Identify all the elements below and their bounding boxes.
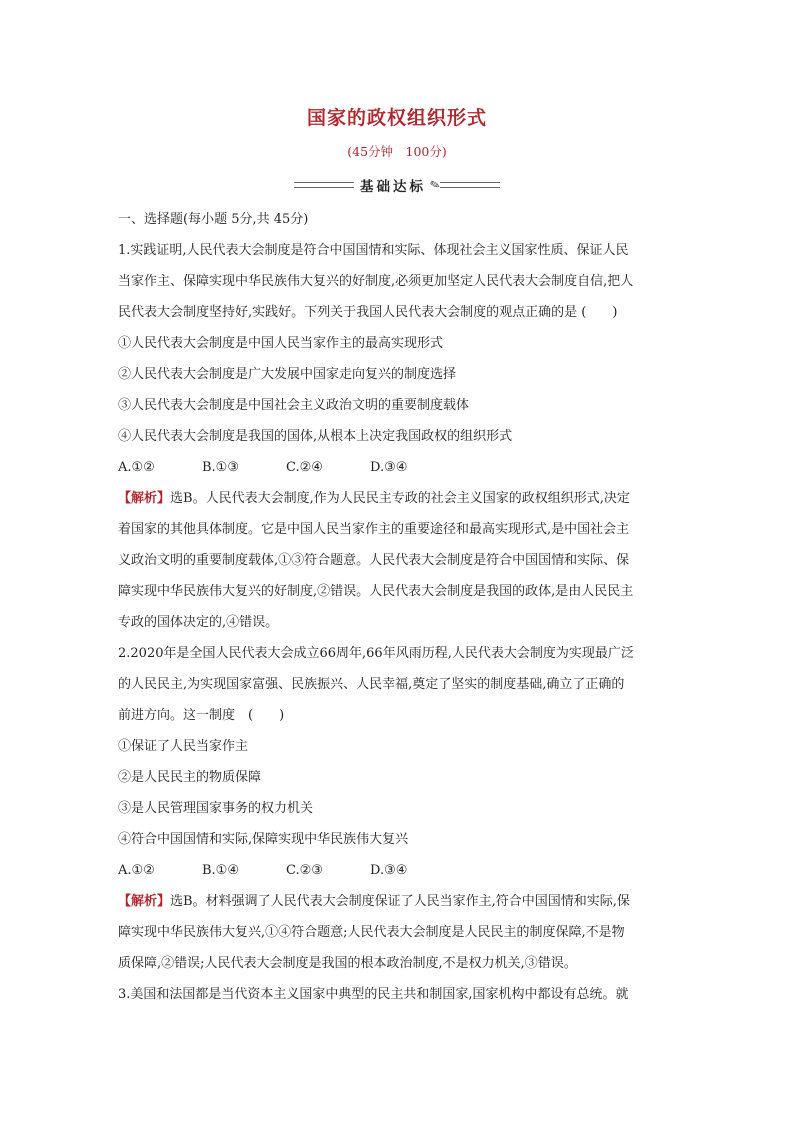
question-2 bbox=[118, 638, 676, 979]
statement-item: ④符合中国国情和实际,保障实现中华民族伟大复兴 bbox=[118, 832, 409, 847]
banner-text: 基础达标 bbox=[359, 179, 426, 195]
option-c: C.②④ bbox=[286, 460, 323, 475]
analysis-tag: 【解析】 bbox=[118, 491, 171, 506]
question-3 bbox=[118, 979, 676, 1010]
answer-options bbox=[118, 855, 676, 886]
analysis-line: 质保障,②错误;人民代表大会制度是我国的根本政治制度,不是权力机关,③错误。 bbox=[118, 956, 577, 971]
pencil-icon: ✎ bbox=[428, 176, 442, 194]
statement-item: ②人民代表大会制度是广大发展中国家走向复兴的制度选择 bbox=[118, 367, 457, 382]
analysis-block bbox=[118, 483, 676, 638]
question-stem-line: 2.2020年是全国人民代表大会成立66周年,66年风雨历程,人民代表大会制度为实现最广泛 bbox=[118, 646, 634, 661]
question-stem-line: 当家作主、保障实现中华民族伟大复兴的好制度,必须更加坚定人民代表大会制度自信,把人 bbox=[118, 274, 634, 289]
option-d: D.③④ bbox=[370, 460, 408, 475]
analysis-line: 义政治文明的重要制度载体,①③符合题意。人民代表大会制度是符合中国国情和实际、保 bbox=[118, 553, 630, 568]
analysis-tag: 【解析】 bbox=[118, 894, 171, 909]
analysis-block bbox=[118, 886, 676, 979]
question-stem-line: 的人民民主,为实现国家富强、民族振兴、人民幸福,奠定了坚实的制度基础,确立了正确的 bbox=[118, 677, 625, 692]
analysis-text: 选B。人民代表大会制度,作为人民民主专政的社会主义国家的政权组织形式,决定 bbox=[170, 491, 630, 506]
section-heading: 一、选择题(每小题 5分,共 45分) bbox=[118, 212, 309, 227]
statement-item: ③人民代表大会制度是中国社会主义政治文明的重要制度载体 bbox=[118, 398, 470, 413]
statement-item: ①人民代表大会制度是中国人民当家作主的最高实现形式 bbox=[118, 336, 444, 351]
section-banner bbox=[118, 174, 676, 196]
analysis-line bbox=[118, 886, 676, 917]
statement-item: ④人民代表大会制度是我国的国体,从根本上决定我国政权的组织形式 bbox=[118, 429, 513, 444]
question-stem-line: 1.实践证明,人民代表大会制度是符合中国国情和实际、体现社会主义国家性质、保证人民 bbox=[118, 243, 629, 258]
banner-right-rule bbox=[440, 182, 500, 188]
option-d: D.③④ bbox=[370, 863, 408, 878]
statement-item: ①保证了人民当家作主 bbox=[118, 739, 249, 754]
time-score-note: (45分钟 100分) bbox=[347, 144, 447, 159]
analysis-line: 专政的国体决定的,④错误。 bbox=[118, 615, 279, 630]
question-stem-line: 前进方向。这一制度 ( ) bbox=[118, 708, 285, 723]
page-title: 国家的政权组织形式 bbox=[306, 107, 487, 129]
statement-item: ③是人民管理国家事务的权力机关 bbox=[118, 801, 314, 816]
analysis-line: 障实现中华民族伟大复兴的好制度,②错误。人民代表大会制度是我国的政体,是由人民民主 bbox=[118, 584, 634, 599]
statement-item: ②是人民民主的物质保障 bbox=[118, 770, 262, 785]
question-1 bbox=[118, 235, 676, 638]
question-stem-line: 3.美国和法国都是当代资本主义国家中典型的民主共和制国家,国家机构中都设有总统。就 bbox=[118, 987, 629, 1002]
question-stem-line: 民代表大会制度坚持好,实践好。下列关于我国人民代表大会制度的观点正确的是 ( ) bbox=[118, 305, 618, 320]
option-b: B.①④ bbox=[202, 863, 239, 878]
analysis-line: 障实现中华民族伟大复兴,①④符合题意;人民代表大会制度是人民民主的制度保障,不是物 bbox=[118, 925, 625, 940]
option-c: C.②③ bbox=[286, 863, 323, 878]
analysis-text: 选B。材料强调了人民代表大会制度保证了人民当家作主,符合中国国情和实际,保 bbox=[170, 894, 630, 909]
answer-options bbox=[118, 452, 676, 483]
analysis-line: 着国家的其他具体制度。它是中国人民当家作主的重要途径和最高实现形式,是中国社会主 bbox=[118, 522, 630, 537]
option-b: B.①③ bbox=[202, 460, 239, 475]
banner-left-rule bbox=[294, 182, 354, 188]
option-a: A.①② bbox=[118, 460, 155, 475]
option-a: A.①② bbox=[118, 863, 155, 878]
analysis-line bbox=[118, 483, 676, 514]
